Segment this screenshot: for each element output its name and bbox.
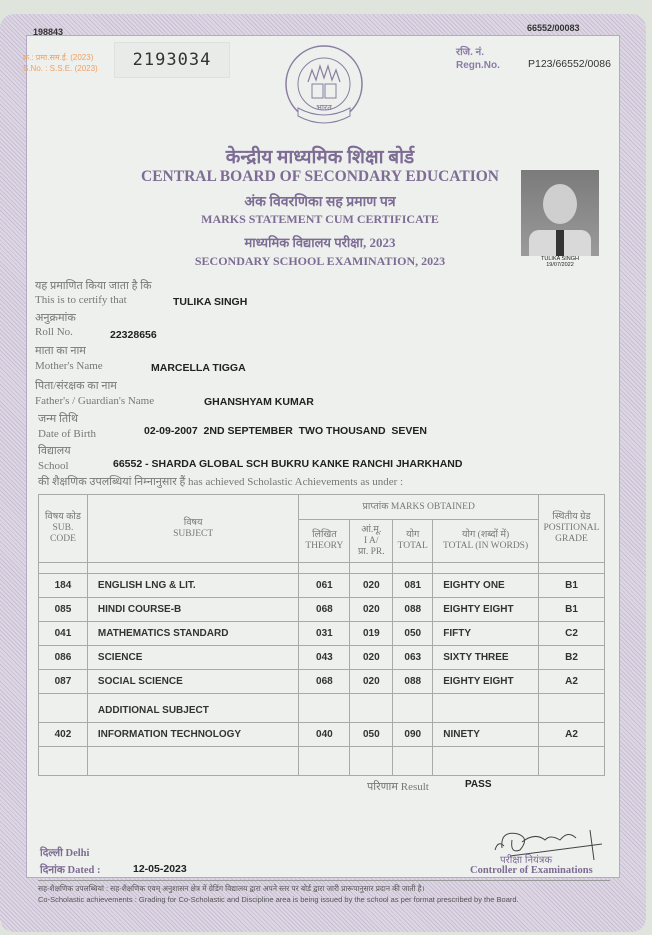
security-print-line1: क्र.: प्रमा.सम.ई. (2023) bbox=[23, 53, 94, 62]
cell-code: 087 bbox=[39, 670, 88, 694]
cell-subject: HINDI COURSE-B bbox=[87, 598, 298, 622]
father-label-hi: पिता/संरक्षक का नाम bbox=[35, 380, 117, 392]
regn-label bbox=[456, 46, 500, 72]
father-name: GHANSHYAM KUMAR bbox=[204, 396, 314, 408]
cell-theory: 031 bbox=[299, 622, 350, 646]
cell-grade: B1 bbox=[538, 574, 604, 598]
cell-grade: B1 bbox=[538, 598, 604, 622]
additional-subject-row bbox=[39, 694, 605, 723]
cell-total: 090 bbox=[393, 723, 433, 747]
cell-ia: 020 bbox=[350, 646, 393, 670]
regn-value: P123/66552/0086 bbox=[528, 58, 611, 70]
roll-label-hi: अनुक्रमांक bbox=[35, 312, 76, 324]
student-photo bbox=[521, 170, 599, 256]
board-title-en: CENTRAL BOARD OF SECONDARY EDUCATION bbox=[141, 168, 499, 185]
header-total: योग TOTAL bbox=[393, 520, 433, 563]
cell-words: FIFTY bbox=[433, 622, 539, 646]
school-name: 66552 - SHARDA GLOBAL SCH BUKRU KANKE RANCHI JHARKHAND bbox=[113, 458, 463, 470]
additional-subject-label: ADDITIONAL SUBJECT bbox=[87, 694, 298, 723]
cell-ia: 020 bbox=[350, 598, 393, 622]
cell-code: 041 bbox=[39, 622, 88, 646]
table-row bbox=[39, 670, 605, 694]
table-row bbox=[39, 574, 605, 598]
cell-total: 081 bbox=[393, 574, 433, 598]
mother-label-hi: माता का नाम bbox=[35, 345, 86, 357]
cell-theory: 043 bbox=[299, 646, 350, 670]
cell-grade: A2 bbox=[538, 723, 604, 747]
table-row bbox=[39, 723, 605, 747]
dated-label: दिनांक Dated : bbox=[40, 865, 101, 876]
cell-ia: 019 bbox=[350, 622, 393, 646]
regn-label-en: Regn.No. bbox=[456, 60, 500, 71]
footer-note-hi: सह-शैक्षणिक उपलब्धियां : सह-शैक्षणिक एवम् अनुशासन क्षेत्र में ग्रेडिंग विद्यालय द्वारा अपने स्तर पर बोर्ड द्वारा जारी प्रारूपानुसार प्रदान की जाती है। bbox=[38, 884, 425, 893]
cell-code: 086 bbox=[39, 646, 88, 670]
controller-title-en: Controller of Examinations bbox=[470, 865, 593, 876]
cell-grade: B2 bbox=[538, 646, 604, 670]
cell-total: 088 bbox=[393, 598, 433, 622]
school-label-hi: विद्यालय bbox=[38, 445, 71, 457]
cell-theory: 068 bbox=[299, 598, 350, 622]
cell-ia: 020 bbox=[350, 670, 393, 694]
dob-label-hi: जन्म तिथि bbox=[38, 413, 78, 425]
serial-top-left: 198843 bbox=[33, 27, 64, 37]
certificate-number: 2193034 bbox=[114, 42, 230, 78]
doc-title-en: MARKS STATEMENT CUM CERTIFICATE bbox=[201, 212, 439, 226]
footer-divider bbox=[38, 880, 610, 881]
table-row bbox=[39, 598, 605, 622]
emblem-text: भारत bbox=[316, 103, 332, 112]
result-label: परिणाम Result bbox=[367, 781, 429, 793]
table-bottom bbox=[39, 747, 605, 776]
achievements-intro: की शैक्षणिक उपलब्धियां निम्नानुसार हैं has achieved Scholastic Achievements as under : bbox=[38, 476, 404, 488]
footer-note-en: Co-Scholastic achievements : Grading for Co-Scholastic and Discipline area is being issued by the school as per format prescribed by the Board. bbox=[38, 895, 519, 904]
cell-words: EIGHTY EIGHT bbox=[433, 670, 539, 694]
photo-caption bbox=[516, 256, 604, 268]
mother-name: MARCELLA TIGGA bbox=[151, 362, 246, 374]
security-print-line2: S.No. : S.S.E. (2023) bbox=[23, 64, 98, 73]
cell-code: 085 bbox=[39, 598, 88, 622]
certify-label-hi: यह प्रमाणित किया जाता है कि bbox=[35, 280, 152, 292]
security-print bbox=[23, 52, 98, 74]
dob-label-en: Date of Birth bbox=[38, 428, 97, 440]
cell-code: 402 bbox=[39, 723, 88, 747]
cell-subject: SCIENCE bbox=[87, 646, 298, 670]
marks-table-body bbox=[39, 563, 605, 776]
photo-caption-name: TULIKA SINGH bbox=[541, 256, 579, 262]
cell-theory: 061 bbox=[299, 574, 350, 598]
cell-words: SIXTY THREE bbox=[433, 646, 539, 670]
cell-theory: 068 bbox=[299, 670, 350, 694]
cell-subject: SOCIAL SCIENCE bbox=[87, 670, 298, 694]
header-sub-code: विषय कोड SUB. CODE bbox=[39, 495, 88, 563]
serial-top-right: 66552/00083 bbox=[527, 23, 580, 33]
doc-title-hi: अंक विवरणिका सह प्रमाण पत्र bbox=[244, 195, 396, 210]
cell-subject: MATHEMATICS STANDARD bbox=[87, 622, 298, 646]
cell-grade: A2 bbox=[538, 670, 604, 694]
exam-title-en: SECONDARY SCHOOL EXAMINATION, 2023 bbox=[194, 254, 446, 268]
header-theory: लिखित THEORY bbox=[299, 520, 350, 563]
dated-value: 12-05-2023 bbox=[133, 863, 187, 875]
cell-words: EIGHTY ONE bbox=[433, 574, 539, 598]
cell-ia: 050 bbox=[350, 723, 393, 747]
header-positional-grade: स्थितीय ग्रेड POSITIONAL GRADE bbox=[538, 495, 604, 563]
cell-total: 088 bbox=[393, 670, 433, 694]
cell-words: EIGHTY EIGHT bbox=[433, 598, 539, 622]
header-total-words: योग (शब्दों में) TOTAL (IN WORDS) bbox=[433, 520, 539, 563]
cell-grade: C2 bbox=[538, 622, 604, 646]
cell-code: 184 bbox=[39, 574, 88, 598]
marks-table bbox=[38, 494, 605, 776]
photo-caption-date: 19/07/2022 bbox=[546, 262, 574, 268]
controller-title-hi: परीक्षा नियंत्रक bbox=[500, 855, 553, 866]
student-name: TULIKA SINGH bbox=[173, 296, 248, 308]
table-row bbox=[39, 646, 605, 670]
regn-label-hi: रजि. नं. bbox=[456, 47, 484, 58]
table-row bbox=[39, 622, 605, 646]
cell-total: 050 bbox=[393, 622, 433, 646]
result-value: PASS bbox=[465, 779, 492, 790]
roll-number: 22328656 bbox=[110, 329, 157, 341]
cell-words: NINETY bbox=[433, 723, 539, 747]
cell-subject: ENGLISH LNG & LIT. bbox=[87, 574, 298, 598]
father-label-en: Father's / Guardian's Name bbox=[35, 395, 155, 407]
exam-title-hi: माध्यमिक विद्यालय परीक्षा, 2023 bbox=[244, 235, 396, 250]
header-subject: विषय SUBJECT bbox=[87, 495, 298, 563]
cell-theory: 040 bbox=[299, 723, 350, 747]
table-spacer bbox=[39, 563, 605, 574]
board-title-hi: केन्द्रीय माध्यमिक शिक्षा बोर्ड bbox=[225, 147, 415, 168]
certify-label-en: This is to certify that bbox=[35, 294, 127, 306]
cell-total: 063 bbox=[393, 646, 433, 670]
cbse-emblem-icon bbox=[278, 42, 370, 134]
date-of-birth: 02-09-2007 2ND SEPTEMBER TWO THOUSAND SEVEN bbox=[144, 425, 427, 437]
roll-label-en: Roll No. bbox=[35, 326, 73, 338]
header-marks-obtained: प्राप्तांक MARKS OBTAINED bbox=[299, 495, 539, 520]
cell-subject: INFORMATION TECHNOLOGY bbox=[87, 723, 298, 747]
mother-label-en: Mother's Name bbox=[35, 360, 103, 372]
place-of-issue: दिल्ली Delhi bbox=[40, 848, 90, 859]
header-ia-pr: आं.मू. I A/ प्रा. PR. bbox=[350, 520, 393, 563]
cell-ia: 020 bbox=[350, 574, 393, 598]
school-label-en: School bbox=[38, 460, 69, 472]
